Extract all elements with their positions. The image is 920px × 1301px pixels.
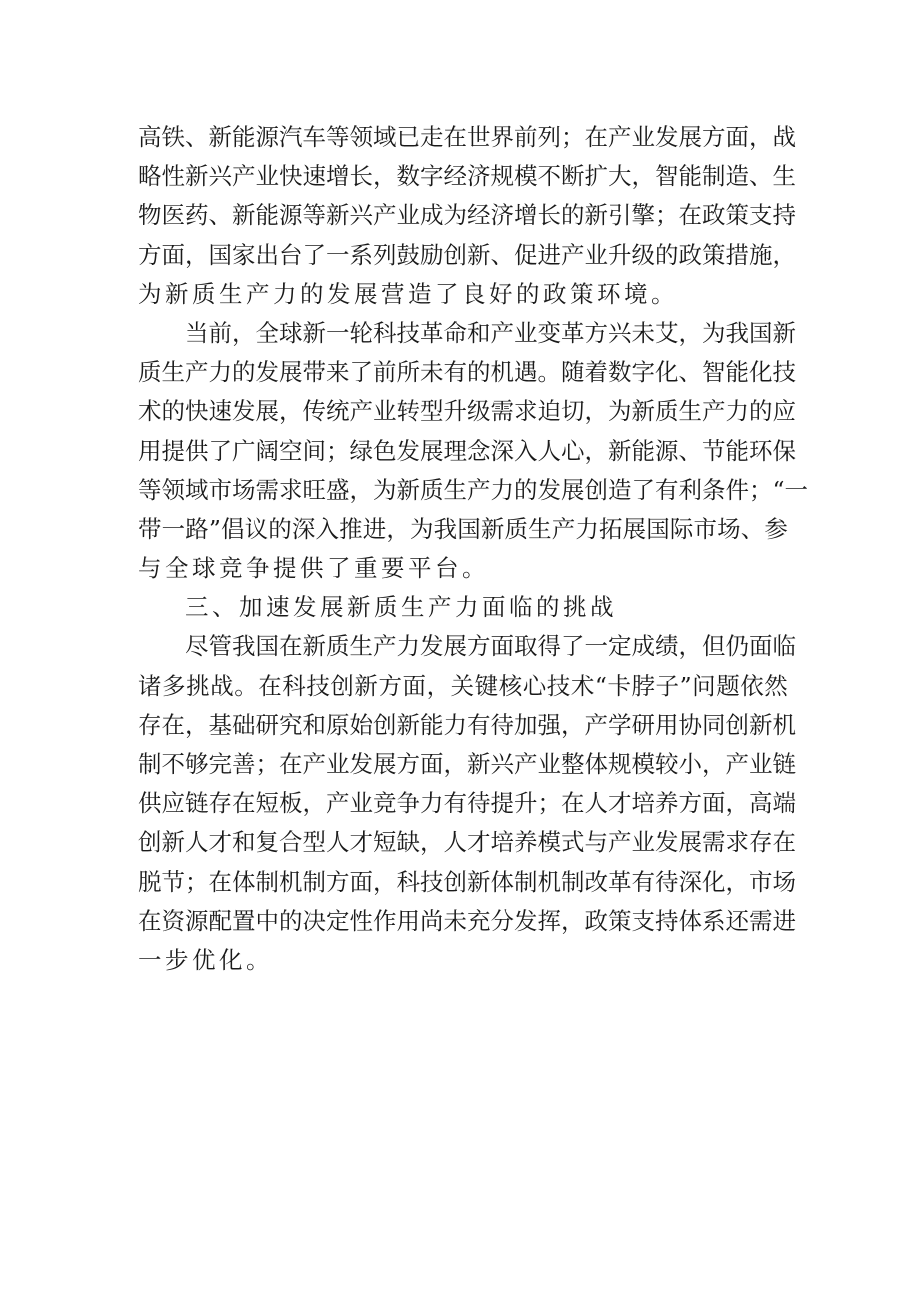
text-line <box>138 196 796 235</box>
line-text: 为新质生产力的发展营造了良好的政策环境。 <box>138 279 678 308</box>
line-text: 创 新 人 才 和 复 合 型 人 才 短 缺 ， 人 才 培 养 模 式 与 产 业 发 展 需 求 存 在 <box>138 828 796 857</box>
document-body <box>138 118 809 980</box>
text-line <box>138 157 796 196</box>
line-text: 存 在 ， 基 础 研 究 和 原 始 创 新 能 力 有 待 加 强 ， 产 学 研 用 协 同 创 新 机 <box>138 710 796 739</box>
text-line <box>138 823 796 862</box>
text-line <box>138 706 796 745</box>
text-line <box>138 510 788 549</box>
line-text: 高 铁 、 新 能 源 汽 车 等 领 域 已 走 在 世 界 前 列 ； 在 产 业 发 展 方 面 ， 战 <box>138 123 796 151</box>
line-text: 略 性 新 兴 产 业 快 速 增 长 ， 数 字 经 济 规 模 不 断 扩 大 ， 智 能 制 造 、 生 <box>138 162 796 191</box>
text-line <box>138 353 796 392</box>
text-line <box>138 549 788 588</box>
text-line <box>138 314 796 353</box>
text-line <box>138 627 796 666</box>
line-text: 物 医 药 、 新 能 源 等 新 兴 产 业 成 为 经 济 增 长 的 新 引 擎 ； 在 政 策 支 持 <box>138 201 796 230</box>
text-line <box>138 471 809 510</box>
line-text: 等 领 域 市 场 需 求 旺 盛 ， 为 新 质 生 产 力 的 发 展 创 造 了 有 利 条 件 ； “ 一 <box>138 475 809 504</box>
text-line <box>138 863 796 902</box>
line-text: 当 前 ， 全 球 新 一 轮 科 技 革 命 和 产 业 变 革 方 兴 未 艾 ， 为 我 国 新 <box>185 318 796 347</box>
line-text: 方 面 ， 国 家 出 台 了 一 系 列 鼓 励 创 新 、 促 进 产 业 升 级 的 政 策 措 施 ， <box>138 240 796 269</box>
text-line <box>138 118 796 157</box>
text-line <box>138 432 796 471</box>
text-line <box>138 784 796 823</box>
line-text: 与全球竞争提供了重要平台。 <box>138 554 489 583</box>
line-text: 一步优化。 <box>138 945 273 974</box>
text-line <box>138 392 796 431</box>
line-text: 质 生 产 力 的 发 展 带 来 了 前 所 未 有 的 机 遇 。 随 着 数 字 化 、 智 能 化 技 <box>138 358 796 387</box>
text-line <box>138 745 796 784</box>
text-line <box>138 902 796 941</box>
text-line <box>138 941 788 980</box>
line-text: 带 一 路 ” 倡 议 的 深 入 推 进 ， 为 我 国 新 质 生 产 力 拓 展 国 际 市 场 、 参 <box>138 514 788 543</box>
section-heading: 三、加速发展新质生产力面临的挑战 <box>185 593 617 622</box>
line-text: 用 提 供 了 广 阔 空 间 ； 绿 色 发 展 理 念 深 入 人 心 ， 新 能 源 、 节 能 环 保 <box>138 436 796 465</box>
text-line <box>138 667 788 706</box>
text-line <box>138 236 796 275</box>
line-text: 术 的 快 速 发 展 ， 传 统 产 业 转 型 升 级 需 求 迫 切 ， 为 新 质 生 产 力 的 应 <box>138 397 796 426</box>
line-text: 脱 节 ； 在 体 制 机 制 方 面 ， 科 技 创 新 体 制 机 制 改 革 有 待 深 化 ， 市 场 <box>138 867 796 896</box>
line-text: 制 不 够 完 善 ； 在 产 业 发 展 方 面 ， 新 兴 产 业 整 体 规 模 较 小 ， 产 业 链 <box>138 750 796 778</box>
line-text: 在 资 源 配 置 中 的 决 定 性 作 用 尚 未 充 分 发 挥 ， 政 策 支 持 体 系 还 需 进 <box>138 906 796 935</box>
line-text: 诸 多 挑 战 。 在 科 技 创 新 方 面 ， 关 键 核 心 技 术 “ 卡 脖 子 ” 问 题 依 然 <box>138 671 788 700</box>
text-line <box>138 275 788 314</box>
line-text: 供 应 链 存 在 短 板 ， 产 业 竞 争 力 有 待 提 升 ； 在 人 才 培 养 方 面 ， 高 端 <box>138 789 796 818</box>
line-text: 尽 管 我 国 在 新 质 生 产 力 发 展 方 面 取 得 了 一 定 成 绩 ， 但 仍 面 临 <box>185 632 796 661</box>
